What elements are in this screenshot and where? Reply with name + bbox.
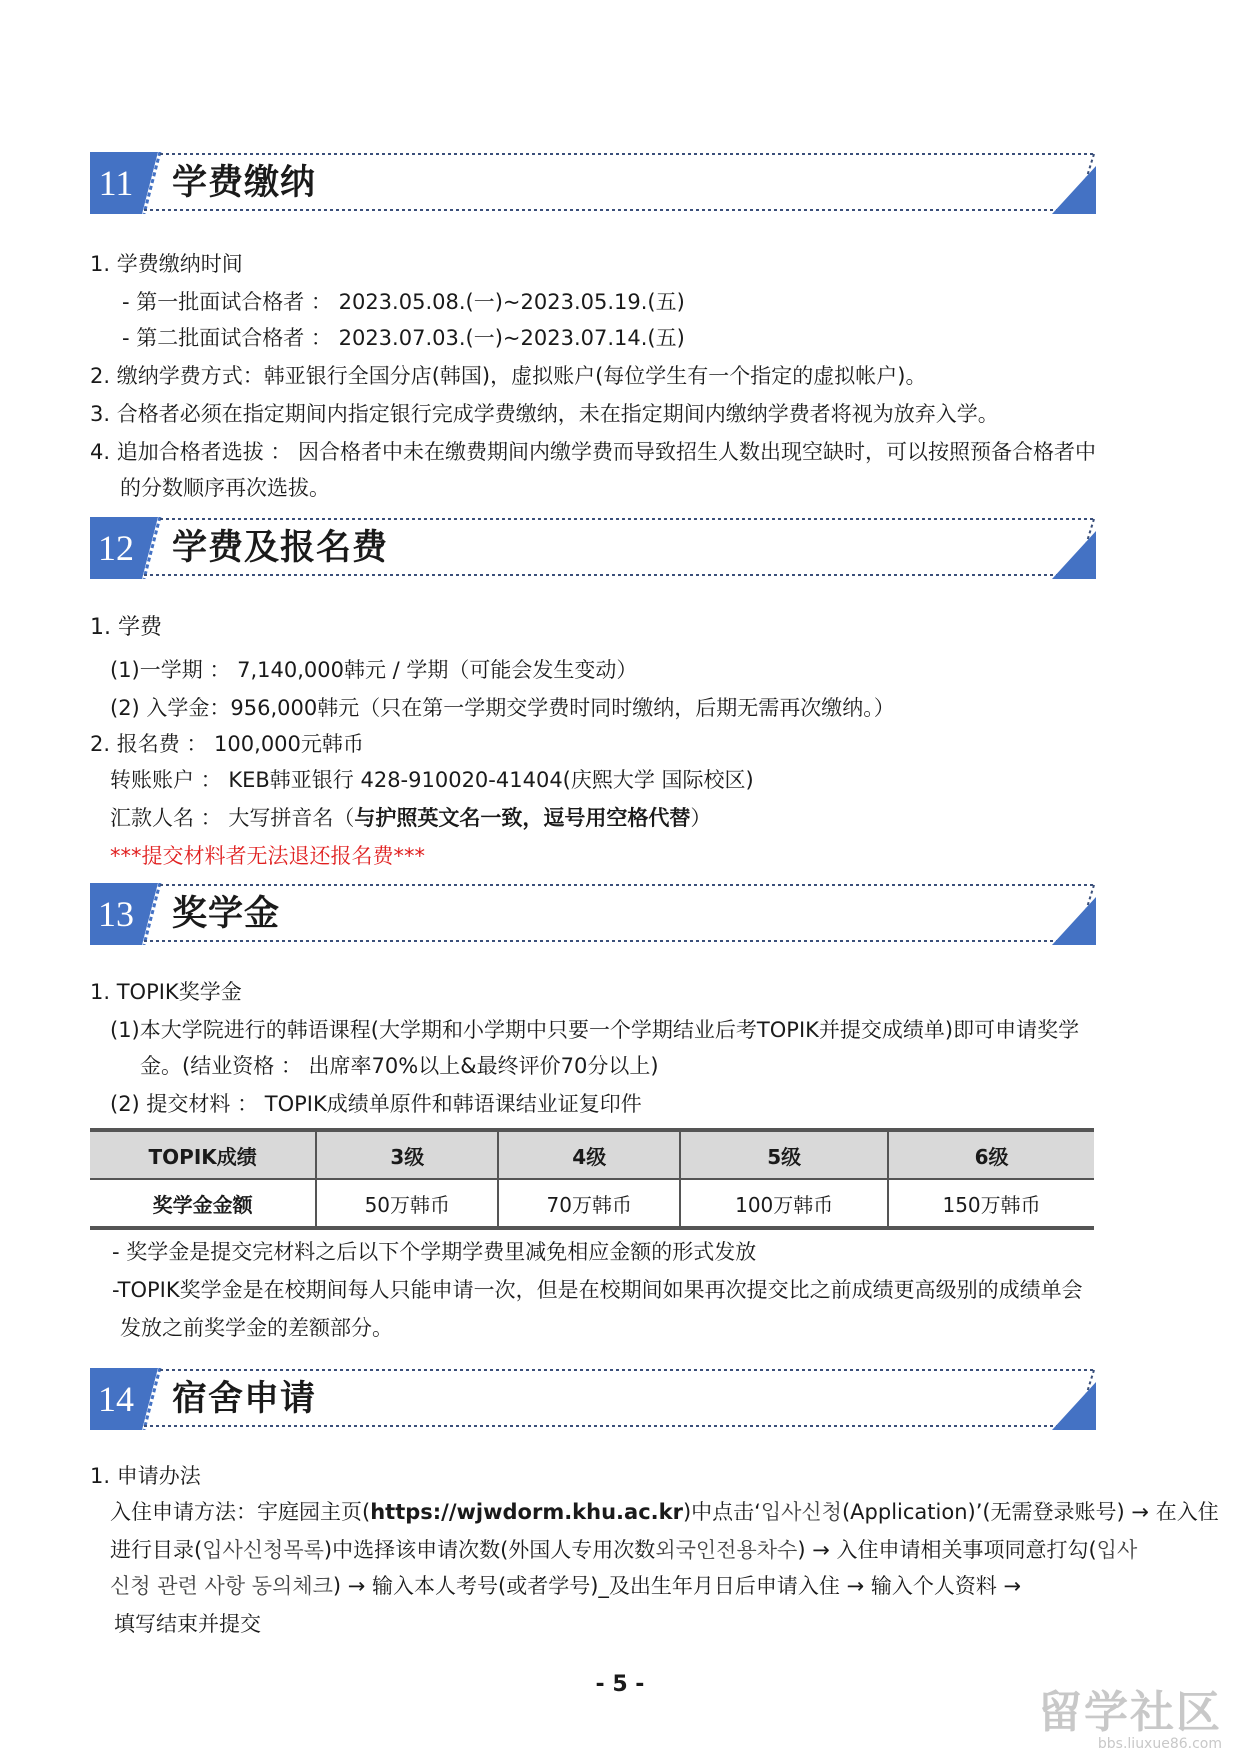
warning-text: ***提交材料者无法退还报名费***: [110, 844, 425, 868]
text-line: 4. 追加合格者选拔 ： 因合格者中未在缴费期间内缴学费而导致招生人数出现空缺时，可以按照预备合格者中: [90, 440, 1097, 464]
table-cell: 50万韩币: [316, 1179, 498, 1228]
text-span: ) → 输入本人考号(或者学号)_及出生年月日后申请入住 → 输入个人资料 →: [332, 1574, 1022, 1598]
text-line: [110, 1536, 1137, 1564]
text-line: - 第二批面试合格者 ： 2023.07.03.(一)~2023.07.14.(五): [122, 326, 685, 350]
text-line: 金。(结业资格 ： 出席率70%以上&最终评价70分以上): [140, 1054, 659, 1078]
text-line: 3. 合格者必须在指定期间内指定银行完成学费缴纳，未在指定期间内缴纳学费者将视为放弃入学。: [90, 402, 999, 426]
korean-text: 입사신청: [760, 1500, 842, 1524]
table-cell: 150万韩币: [888, 1179, 1094, 1228]
section-header-11: [90, 152, 1096, 214]
table-row-label: 奖学金金额: [90, 1179, 316, 1228]
text-line: (1)本大学院进行的韩语课程(大学期和小学期中只要一个学期结业后考TOPIK并提交成绩单)即可申请奖学: [110, 1018, 1080, 1042]
text-line: -TOPIK奖学金是在校期间每人只能申请一次，但是在校期间如果再次提交比之前成绩更高级别的成绩单会: [112, 1278, 1083, 1302]
section-title: 学费及报名费: [172, 528, 389, 568]
text-line: 2. 缴纳学费方式：韩亚银行全国分店(韩国)，虚拟账户(每位学生有一个指定的虚拟帐户)。: [90, 364, 927, 388]
text-line: 填写结束并提交: [114, 1612, 261, 1636]
text-line: 1. TOPIK奖学金: [90, 980, 242, 1004]
text-span: )中点击‘: [682, 1500, 761, 1524]
korean-text: 신청 관련 사항 동의체크: [110, 1574, 333, 1598]
text-line: - 第一批面试合格者 ： 2023.05.08.(一)~2023.05.19.(五): [122, 290, 685, 314]
section-title: 学费缴纳: [172, 163, 317, 203]
text-line: 转账账户 ： KEB韩亚银行 428-910020-41404(庆熙大学 国际校区): [110, 768, 754, 792]
text-line: 1. 学费: [90, 615, 162, 640]
dorm-url-link[interactable]: https://wjwdorm.khu.ac.kr: [370, 1500, 683, 1524]
korean-text: 입사: [1096, 1538, 1138, 1562]
watermark-logo: [1038, 1687, 1222, 1752]
page-number: - 5 -: [595, 1672, 645, 1697]
text-line: (2) 提交材料 ： TOPIK成绩单原件和韩语课结业证复印件: [110, 1092, 642, 1116]
text-line: 的分数顺序再次选拔。: [120, 476, 330, 500]
text-span: ) → 入住申请相关事项同意打勾(: [797, 1538, 1097, 1562]
table-header-cell: TOPIK成绩: [90, 1130, 316, 1179]
text-span: 进行目录(: [110, 1538, 203, 1562]
section-title: 宿舍申请: [172, 1379, 317, 1419]
table-header-cell: 3级: [316, 1130, 498, 1179]
text-line: 1. 学费缴纳时间: [90, 252, 243, 276]
table-cell: 70万韩币: [498, 1179, 680, 1228]
korean-text: 입사신청목록: [202, 1538, 324, 1562]
table-header-cell: 4级: [498, 1130, 680, 1179]
text-span: 汇款人名 ： 大写拼音名（: [110, 806, 355, 830]
watermark-text: 留学社区: [1038, 1687, 1222, 1738]
text-line: [110, 804, 711, 832]
section-header-12: [90, 517, 1096, 579]
section-header-13: [90, 883, 1096, 945]
table-cell: 100万韩币: [680, 1179, 888, 1228]
scholarship-table: [90, 1128, 1094, 1230]
korean-text: 외국인전용차수: [655, 1538, 798, 1562]
text-line: [110, 1572, 1021, 1600]
table-header-cell: 6级: [888, 1130, 1094, 1179]
text-line: - 奖学金是提交完材料之后以下个学期学费里减免相应金额的形式发放: [112, 1240, 757, 1264]
text-line: (2) 入学金：956,000韩元（只在第一学期交学费时同时缴纳，后期无需再次缴纳。）: [110, 696, 895, 720]
watermark-url: bbs.liuxue86.com: [1097, 1736, 1222, 1752]
table-header-cell: 5级: [680, 1130, 888, 1179]
text-span: )中选择该申请次数(外国人专用次数: [323, 1538, 656, 1562]
section-number: 11: [98, 163, 134, 203]
text-line: [110, 1498, 1219, 1526]
section-number: 13: [98, 894, 134, 934]
section-header-14: [90, 1368, 1096, 1430]
text-line: 1. 申请办法: [90, 1464, 201, 1488]
table-header-row: [90, 1130, 1094, 1179]
text-span: 入住申请方法：宇庭园主页(: [110, 1500, 371, 1524]
text-span: ）: [690, 806, 712, 830]
text-line: 发放之前奖学金的差额部分。: [120, 1316, 393, 1340]
text-span: (Application)’(无需登录账号) → 在入住: [841, 1500, 1219, 1524]
text-line: 2. 报名费 ： 100,000元韩币: [90, 732, 364, 756]
section-number: 14: [98, 1379, 134, 1419]
table-row: [90, 1179, 1094, 1228]
text-span-bold: 与护照英文名一致，逗号用空格代替: [354, 806, 691, 830]
text-line: (1)一学期 ： 7,140,000韩元 / 学期（可能会发生变动）: [110, 658, 638, 682]
section-title: 奖学金: [172, 894, 281, 934]
section-number: 12: [98, 528, 134, 568]
